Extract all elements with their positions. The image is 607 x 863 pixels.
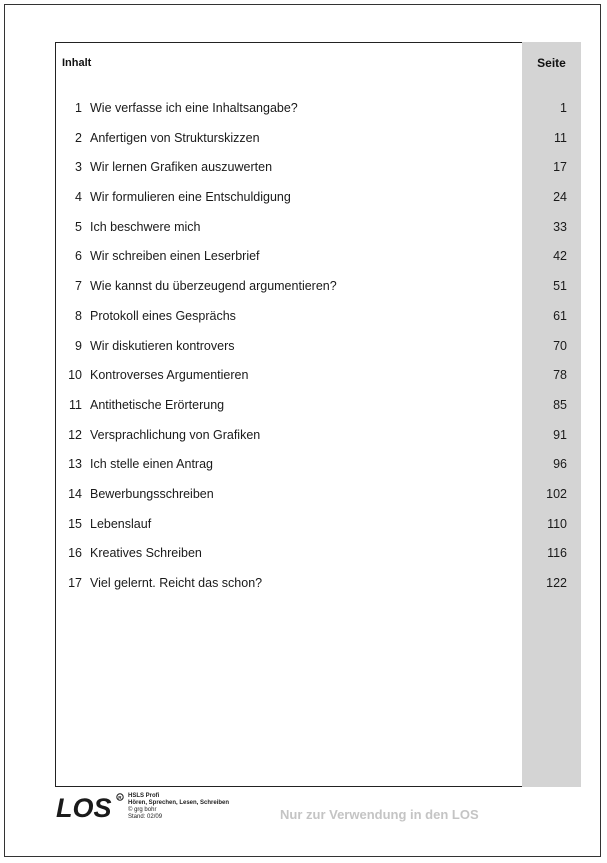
los-logo	[55, 792, 125, 822]
table-of-contents	[55, 42, 581, 787]
entry-title: Kreatives Schreiben	[90, 546, 202, 561]
entry-page: 70	[553, 338, 567, 353]
entry-title: Wie verfasse ich eine Inhaltsangabe?	[90, 101, 298, 115]
toc-entry	[55, 543, 581, 573]
toc-entry	[55, 157, 581, 187]
entry-number: 12	[68, 427, 82, 442]
entry-number: 7	[75, 279, 82, 294]
entry-number: 4	[75, 190, 82, 205]
entry-number: 15	[68, 516, 82, 531]
entry-number: 5	[75, 219, 82, 234]
logo-text: LOS	[56, 793, 112, 822]
imprint-subtitle: Hören, Sprechen, Lesen, Schreiben	[128, 800, 230, 806]
entry-number: 17	[68, 576, 82, 590]
entry-title: Lebenslauf	[90, 516, 152, 531]
entry-page: 122	[546, 576, 567, 590]
entry-page: 33	[553, 219, 567, 234]
entry-page: 24	[553, 190, 567, 205]
entry-number: 10	[68, 368, 82, 383]
imprint-date: Stand: 02/09	[128, 814, 163, 820]
entry-number: 16	[68, 546, 82, 561]
entry-page: 96	[553, 457, 567, 472]
toc-heading: Inhalt	[62, 57, 92, 69]
imprint-product: HSLS Profi	[128, 793, 160, 799]
entry-title: Wie kannst du überzeugend argumentieren?	[90, 279, 337, 294]
entry-title: Kontroverses Argumentieren	[90, 368, 249, 383]
entry-page: 11	[554, 130, 567, 145]
entry-page: 17	[553, 160, 567, 175]
entry-title: Protokoll eines Gesprächs	[90, 308, 236, 323]
entry-number: 3	[75, 160, 82, 175]
page-column-heading: Seite	[537, 56, 566, 70]
usage-notice: Nur zur Verwendung in den LOS	[280, 807, 479, 822]
entry-number: 1	[75, 101, 82, 115]
toc-entry	[55, 514, 581, 544]
toc-entry	[55, 454, 581, 484]
entry-page: 51	[553, 279, 567, 294]
entry-page: 1	[560, 101, 567, 115]
entry-title: Viel gelernt. Reicht das schon?	[90, 576, 263, 590]
entry-number: 8	[75, 308, 82, 323]
imprint	[128, 793, 229, 821]
entry-title: Antithetische Erörterung	[90, 397, 225, 412]
entry-title: Anfertigen von Strukturskizzen	[90, 130, 260, 145]
entry-title: Ich stelle einen Antrag	[90, 457, 213, 472]
imprint-copyright: © grg bohr	[128, 807, 157, 813]
entry-title: Versprachlichung von Grafiken	[90, 427, 261, 442]
toc-entry	[55, 306, 581, 336]
toc-entry	[55, 336, 581, 366]
toc-entry	[55, 98, 581, 128]
entry-page: 91	[553, 427, 567, 442]
entry-page: 61	[553, 308, 567, 323]
entry-page: 85	[553, 397, 567, 412]
toc-entry	[55, 484, 581, 514]
entry-title: Ich beschwere mich	[90, 219, 201, 234]
toc-entry	[55, 365, 581, 395]
entry-number: 14	[68, 486, 82, 501]
toc-entry	[55, 246, 581, 276]
entry-page: 116	[547, 546, 567, 561]
toc-list	[55, 98, 581, 603]
toc-entry	[55, 573, 581, 603]
toc-entry	[55, 128, 581, 158]
toc-entry	[55, 395, 581, 425]
entry-number: 6	[75, 249, 82, 264]
entry-title: Wir lernen Grafiken auszuwerten	[90, 160, 273, 175]
entry-page: 42	[553, 249, 567, 264]
entry-page: 78	[553, 368, 567, 383]
entry-title: Wir schreiben einen Leserbrief	[90, 249, 260, 264]
entry-number: 9	[75, 338, 82, 353]
entry-title: Bewerbungsschreiben	[90, 486, 214, 501]
entry-number: 2	[75, 130, 82, 145]
entry-title: Wir formulieren eine Entschuldigung	[90, 190, 291, 205]
entry-number: 13	[68, 457, 82, 472]
toc-entry	[55, 187, 581, 217]
page-footer	[55, 792, 581, 832]
toc-entry	[55, 276, 581, 306]
entry-page: 102	[546, 486, 567, 501]
svg-text:R: R	[118, 794, 122, 800]
entry-number: 11	[69, 397, 82, 412]
entry-title: Wir diskutieren kontrovers	[90, 338, 235, 353]
entry-page: 110	[547, 516, 567, 531]
toc-entry	[55, 217, 581, 247]
toc-entry	[55, 425, 581, 455]
